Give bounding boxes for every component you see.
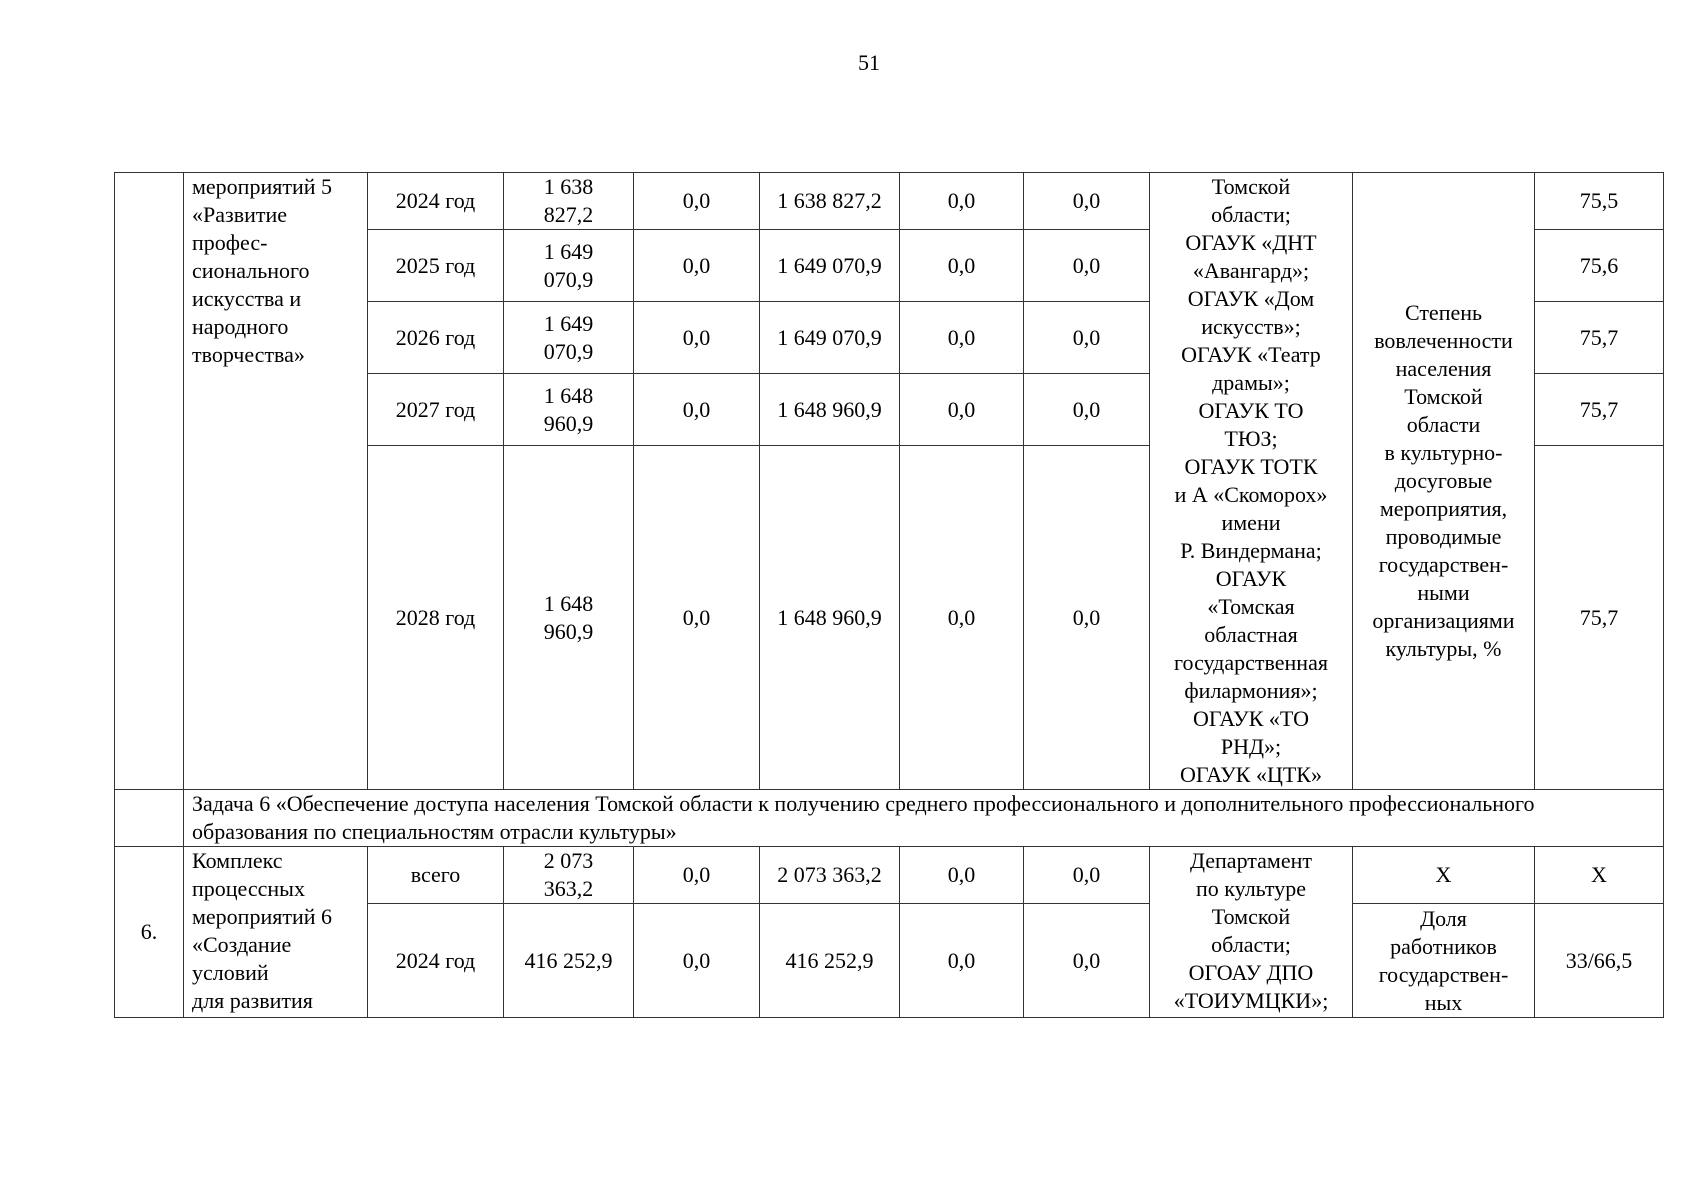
total-cell: 1 649 070,9	[504, 302, 634, 374]
executors-cell: Томской области; ОГАУК «ДНТ «Авангард»; ОГАУК «Дом искусств»; ОГАУК «Театр драмы»; ОГАУК ТО ТЮЗ; ОГАУК ТОТК и А «Скоморох» имени Р. Виндермана; ОГАУК «Томская областная государственная филармония»; ОГАУК «ТО РНД»; ОГАУК «ЦТК»	[1150, 173, 1353, 790]
period-cell: 2026 год	[368, 302, 504, 374]
extra-cell: 0,0	[1024, 173, 1150, 230]
federal-cell: 0,0	[634, 374, 760, 446]
row-number-cell: 6.	[115, 847, 184, 1018]
executors-cell: Департамент по культуре Томской области; ОГОАУ ДПО «ТОИУМЦКИ»;	[1150, 847, 1353, 1018]
total-cell: 416 252,9	[504, 904, 634, 1018]
period-cell: 2025 год	[368, 230, 504, 302]
federal-cell: 0,0	[634, 446, 760, 790]
extra-cell: 0,0	[1024, 302, 1150, 374]
local-cell: 0,0	[900, 446, 1024, 790]
activity-name-cell: мероприятий 5 «Развитие профес- сионального искусства и народного творчества»	[184, 173, 368, 790]
period-cell: 2028 год	[368, 446, 504, 790]
federal-cell: 0,0	[634, 904, 760, 1018]
indicator-value-cell: 33/66,5	[1535, 904, 1664, 1018]
task-heading-cell: Задача 6 «Обеспечение доступа населения Томской области к получению среднего профессионального и дополнительного профессионального образования по специальностям отрасли культуры»	[184, 790, 1664, 847]
federal-cell: 0,0	[634, 302, 760, 374]
total-cell: 2 073 363,2	[504, 847, 634, 904]
extra-cell: 0,0	[1024, 847, 1150, 904]
local-cell: 0,0	[900, 173, 1024, 230]
extra-cell: 0,0	[1024, 446, 1150, 790]
indicator-value-cell: 75,5	[1535, 173, 1664, 230]
page-number: 51	[858, 50, 880, 75]
period-cell: 2024 год	[368, 904, 504, 1018]
federal-cell: 0,0	[634, 173, 760, 230]
local-cell: 0,0	[900, 904, 1024, 1018]
indicator-value-cell: 75,6	[1535, 230, 1664, 302]
local-cell: 0,0	[900, 847, 1024, 904]
indicator-value-cell: Х	[1535, 847, 1664, 904]
local-cell: 0,0	[900, 302, 1024, 374]
period-cell: 2027 год	[368, 374, 504, 446]
period-cell: всего	[368, 847, 504, 904]
indicator-value-cell: 75,7	[1535, 446, 1664, 790]
activity-name-cell: Комплекс процессных мероприятий 6 «Создание условий для развития	[184, 847, 368, 1018]
regional-cell: 1 648 960,9	[760, 374, 900, 446]
regional-cell: 1 648 960,9	[760, 446, 900, 790]
extra-cell: 0,0	[1024, 374, 1150, 446]
total-cell: 1 638 827,2	[504, 173, 634, 230]
regional-cell: 2 073 363,2	[760, 847, 900, 904]
local-cell: 0,0	[900, 230, 1024, 302]
extra-cell: 0,0	[1024, 904, 1150, 1018]
regional-cell: 416 252,9	[760, 904, 900, 1018]
local-cell: 0,0	[900, 374, 1024, 446]
regional-cell: 1 649 070,9	[760, 230, 900, 302]
table-row	[115, 790, 1664, 847]
table-row	[115, 847, 1664, 904]
table-row	[115, 173, 1664, 230]
indicator-value-cell: 75,7	[1535, 374, 1664, 446]
federal-cell: 0,0	[634, 230, 760, 302]
regional-cell: 1 638 827,2	[760, 173, 900, 230]
period-cell: 2024 год	[368, 173, 504, 230]
row-number-cell	[115, 173, 184, 790]
program-table	[114, 172, 1664, 1018]
row-number-cell	[115, 790, 184, 847]
indicator-cell: Доля работников государствен- ных	[1353, 904, 1535, 1018]
extra-cell: 0,0	[1024, 230, 1150, 302]
federal-cell: 0,0	[634, 847, 760, 904]
regional-cell: 1 649 070,9	[760, 302, 900, 374]
indicator-cell: Степень вовлеченности населения Томской области в культурно- досуговые мероприятия, проводимые государствен- ными организациями культуры, %	[1353, 173, 1535, 790]
total-cell: 1 648 960,9	[504, 374, 634, 446]
total-cell: 1 648 960,9	[504, 446, 634, 790]
indicator-value-cell: 75,7	[1535, 302, 1664, 374]
indicator-cell: Х	[1353, 847, 1535, 904]
total-cell: 1 649 070,9	[504, 230, 634, 302]
